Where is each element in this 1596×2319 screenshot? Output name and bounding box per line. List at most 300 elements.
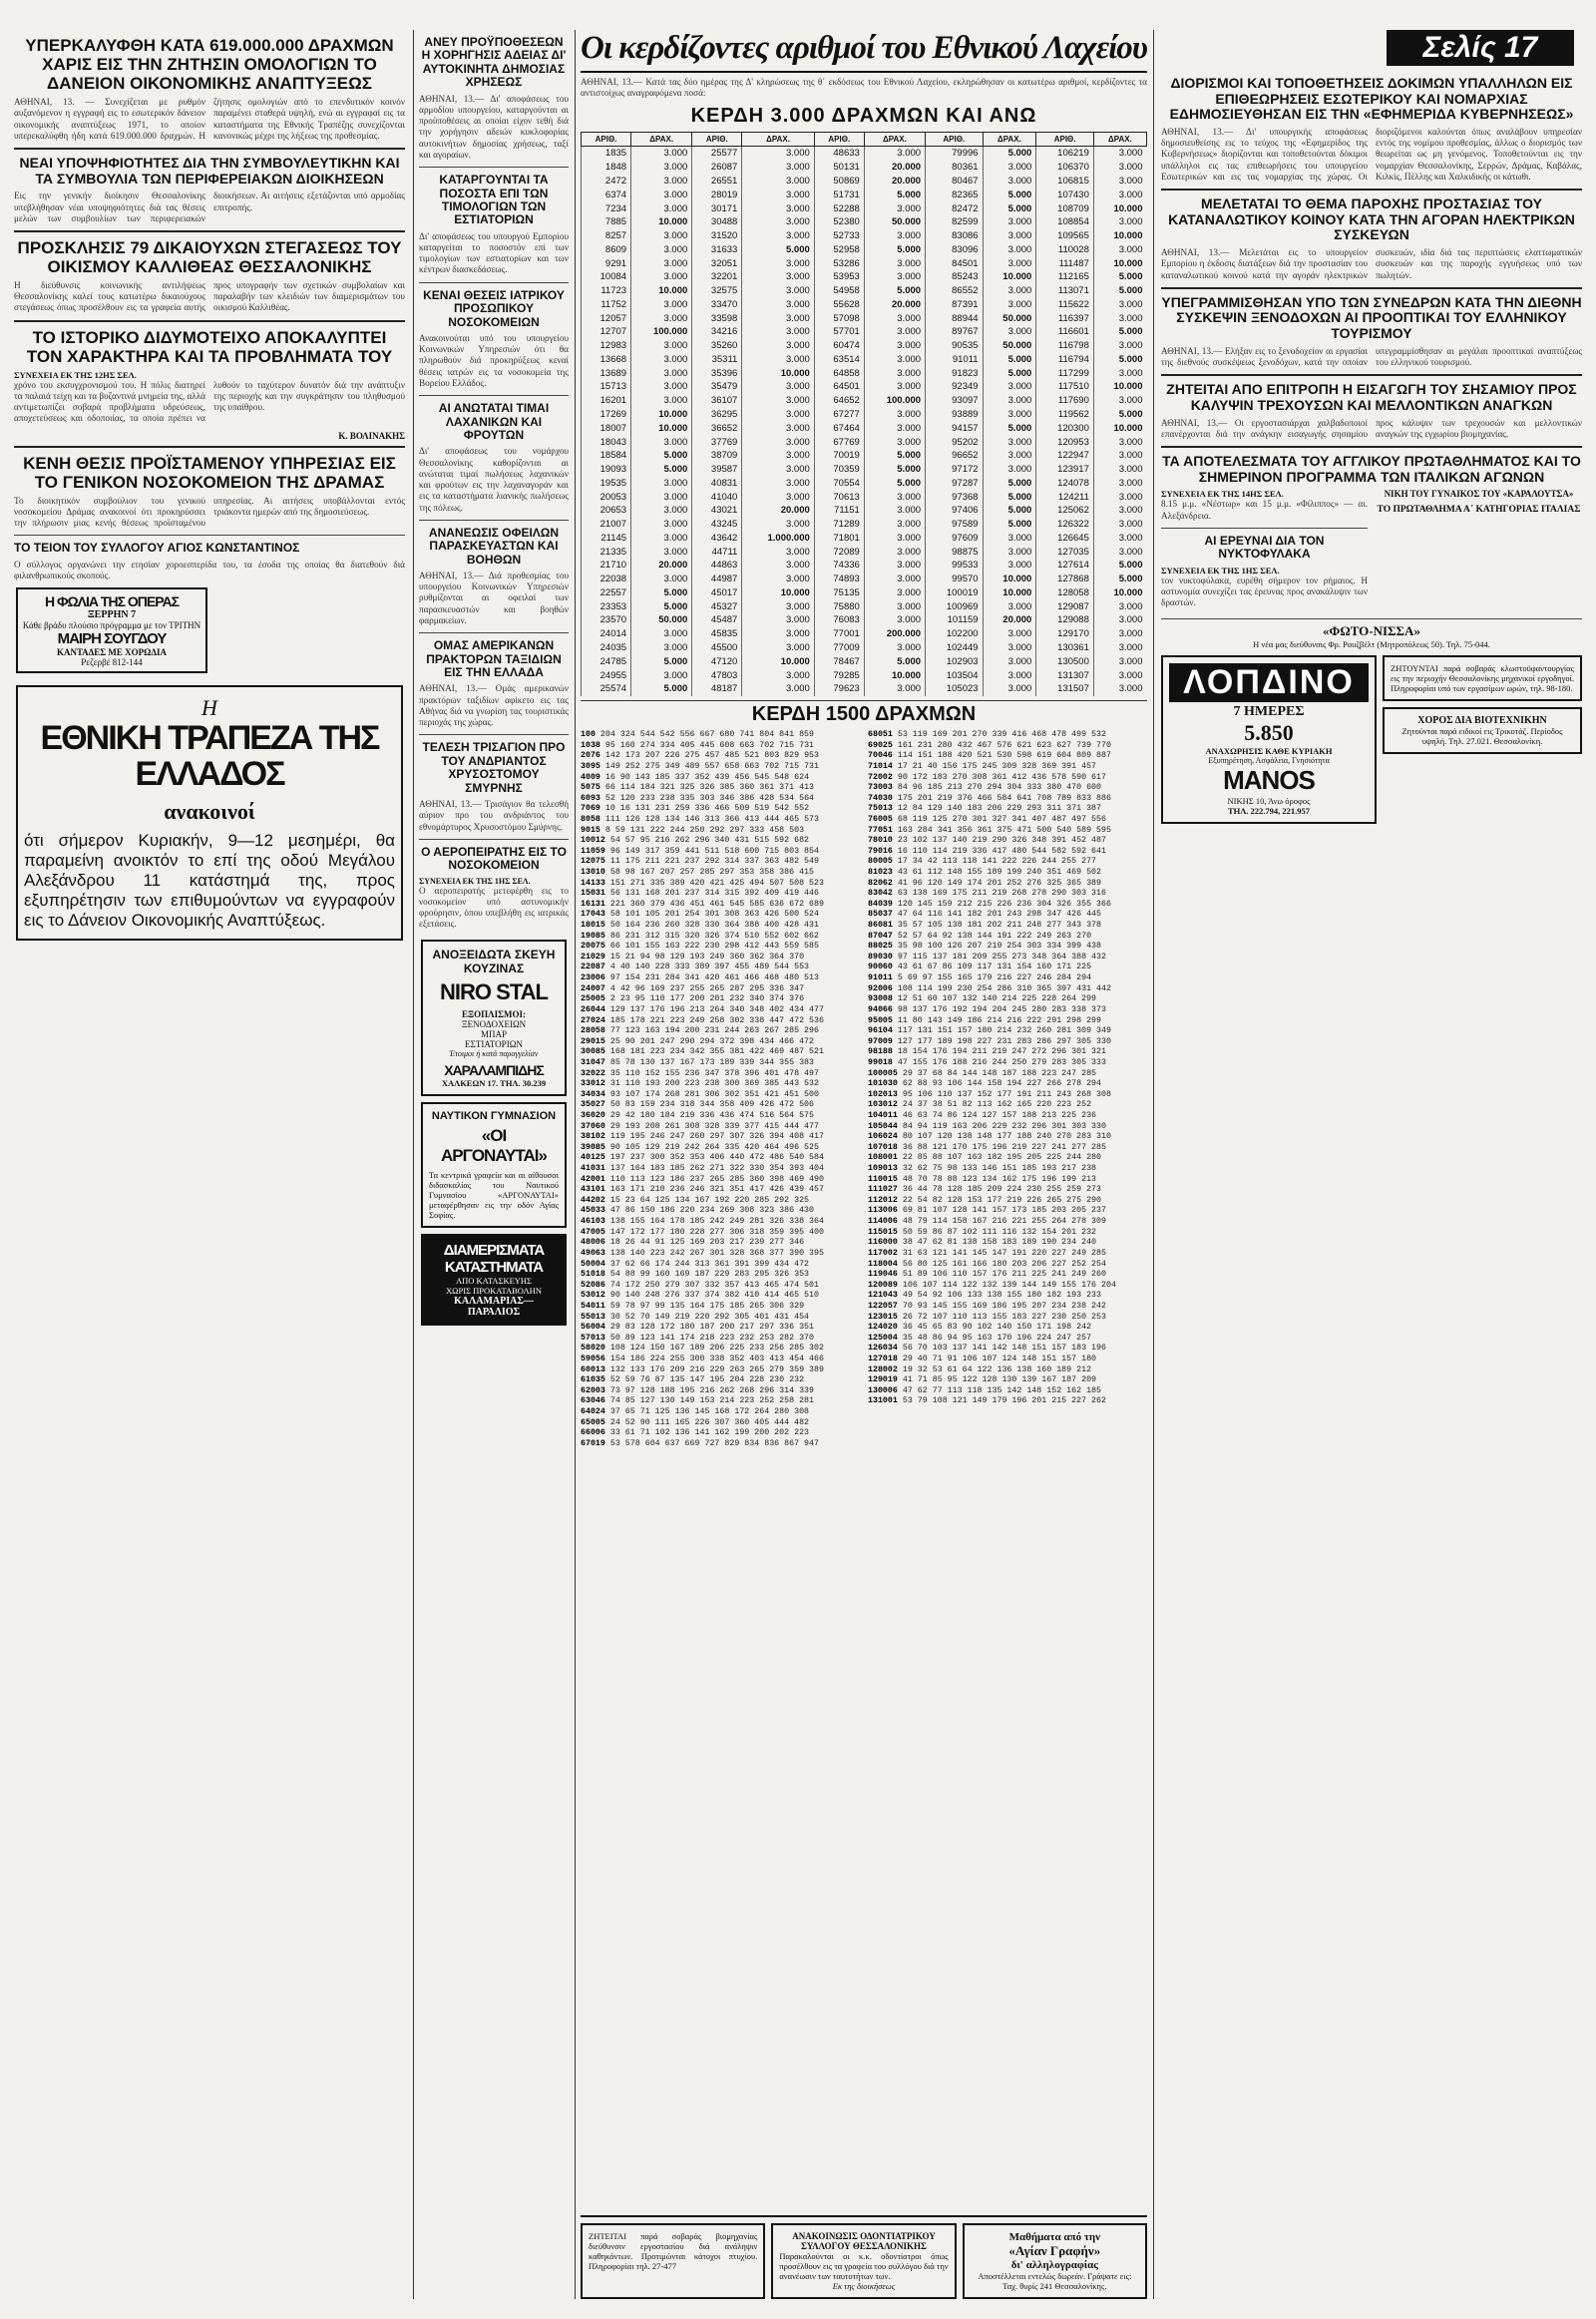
list-item-numbers: 50 164 236 260 328 330 364 388 400 428 431 xyxy=(609,921,819,931)
article-text: ΑΘΗΝΑΙ, 13.— Διά προθεσμίας του υπουργείου Κοινωνικών Υπηρεσιών ρυθμίζονται αι οφειλαί των παρασκευαστών και βοηθών φαρμακείων. xyxy=(419,571,569,625)
prize-amount: 3.000 xyxy=(1093,613,1146,627)
list-item xyxy=(581,1270,860,1281)
divider xyxy=(419,839,569,840)
list-item xyxy=(868,1260,1147,1271)
list-item-numbers: 11 80 143 149 186 214 216 222 291 298 299 xyxy=(897,1015,1102,1025)
divider xyxy=(1161,618,1582,619)
list-item-numbers: 154 186 224 255 300 338 352 403 413 454 466 xyxy=(609,1354,824,1364)
list-item-numbers: 84 94 119 163 206 229 232 296 301 303 330 xyxy=(902,1121,1106,1131)
list-item xyxy=(581,1302,860,1313)
ticket-number: 83086 xyxy=(926,229,984,243)
ticket-number: 116794 xyxy=(1036,353,1094,367)
ticket-number: 98875 xyxy=(926,546,984,560)
ticket-number: 44987 xyxy=(692,573,742,586)
list-item xyxy=(581,1428,860,1439)
prize-amount: 100.000 xyxy=(631,325,692,339)
table-row xyxy=(582,284,1147,298)
list-item xyxy=(581,1100,860,1111)
prize-amount: 3.000 xyxy=(864,641,925,655)
list-item xyxy=(581,1132,860,1143)
prize-amount: 3.000 xyxy=(1093,175,1146,189)
ticket-number: 72089 xyxy=(814,546,864,560)
list-item xyxy=(581,1217,860,1228)
list-item xyxy=(581,773,860,784)
list-item-numbers: 66 114 184 321 325 326 385 360 361 371 413 xyxy=(604,783,815,793)
prize-amount: 3.000 xyxy=(631,202,692,216)
table-row xyxy=(582,175,1147,189)
ticket-number: 28019 xyxy=(692,189,742,202)
list-item-base: 33012 xyxy=(581,1079,610,1089)
list-item-base: 105044 xyxy=(868,1121,903,1131)
ad-line: ΧΩΡΙΣ ΠΡΟΚΑΤΑΒΟΛΗΝ xyxy=(446,1286,542,1297)
prize-amount: 100.000 xyxy=(864,394,925,408)
prize-amount: 3.000 xyxy=(983,669,1036,683)
list-item xyxy=(581,762,860,773)
divider xyxy=(1161,189,1582,191)
ticket-number: 91011 xyxy=(926,353,984,367)
list-item xyxy=(581,1164,860,1175)
table-row xyxy=(582,367,1147,381)
list-item-base: 85037 xyxy=(868,910,898,920)
list-item-numbers: 35 48 86 94 95 163 170 196 224 247 257 xyxy=(902,1333,1092,1343)
list-item xyxy=(581,889,860,900)
prize-amount: 3.000 xyxy=(631,339,692,353)
list-item-base: 3095 xyxy=(581,761,605,771)
prize-amount: 5.000 xyxy=(983,147,1036,161)
ad-address: ΝΙΚΗΣ 10, Άνω όροφος xyxy=(1227,796,1311,807)
prize-amount: 3.000 xyxy=(1093,682,1146,696)
lottery-subtitle: ΚΕΡΔΗ 1500 ΔΡΑΧΜΩΝ xyxy=(581,700,1147,726)
list-item-numbers: 4 40 140 228 333 389 397 455 489 544 553 xyxy=(609,963,810,972)
continuation-note: ΣΥΝΕΧΕΙΑ ΕΚ ΤΗΣ 1ΗΣ ΣΕΛ. xyxy=(1161,565,1280,576)
prize-amount: 3.000 xyxy=(1093,394,1146,408)
prize-amount: 3.000 xyxy=(864,422,925,436)
list-item xyxy=(581,1069,860,1080)
ticket-number: 36652 xyxy=(692,422,742,436)
table-row xyxy=(582,586,1147,600)
list-item xyxy=(868,942,1147,953)
prize-amount: 3.000 xyxy=(742,202,814,216)
prize-amount: 3.000 xyxy=(1093,504,1146,518)
ticket-number: 30171 xyxy=(692,202,742,216)
column-1 xyxy=(14,30,405,2299)
ticket-number: 89767 xyxy=(926,325,984,339)
prize-amount: 3.000 xyxy=(742,147,814,161)
ticket-number: 67769 xyxy=(814,436,864,450)
ticket-number: 97172 xyxy=(926,463,984,477)
list-item-base: 75013 xyxy=(868,804,898,814)
list-item-numbers: 48 79 114 158 167 216 221 255 264 278 309 xyxy=(902,1217,1106,1227)
column-2 xyxy=(419,30,569,2299)
list-item-base: 71014 xyxy=(868,761,898,771)
list-item-base: 84039 xyxy=(868,899,898,909)
headline: ΟΜΑΣ ΑΜΕΡΙΚΑΝΩΝ ΠΡΑΚΤΟΡΩΝ ΤΑΞΙΔΙΩΝ ΕΙΣ ΤΗΝ ΕΛΛΑΔΑ xyxy=(426,638,562,679)
ticket-number: 108709 xyxy=(1036,202,1094,216)
table-row xyxy=(582,546,1147,560)
list-item xyxy=(868,1132,1147,1143)
headline: ΤΑ ΑΠΟΤΕΛΕΣΜΑΤΑ ΤΟΥ ΑΓΓΛΙΚΟΥ ΠΡΩΤΑΘΛΗΜΑΤΟΣ ΚΑΙ ΤΟ ΣΗΜΕΡΙΝΟΝ ΠΡΟΓΡΑΜΜΑ ΤΩΝ ΙΤΑΛΙΚΩΝ ΑΓΩΝΩΝ xyxy=(1162,453,1581,485)
list-item-base: 125004 xyxy=(868,1333,903,1343)
list-item xyxy=(581,836,860,847)
list-item-numbers: 22 85 88 107 163 182 195 205 225 244 280 xyxy=(902,1153,1102,1163)
right-small-ads xyxy=(1383,655,1582,824)
list-item-base: 101030 xyxy=(868,1079,903,1089)
ad-line: ΚΑΛΑΜΑΡΙΑΣ—ΠΑΡΑΛΙΟΣ xyxy=(454,1296,534,1319)
prize-amount: 10.000 xyxy=(1093,586,1146,600)
table-row xyxy=(582,243,1147,257)
list-item-base: 126034 xyxy=(868,1344,903,1353)
ticket-number: 87391 xyxy=(926,298,984,312)
list-item-numbers: 35 110 152 155 236 347 378 396 401 478 497 xyxy=(609,1068,819,1078)
ticket-number: 99570 xyxy=(926,573,984,586)
prize-amount: 5.000 xyxy=(983,491,1036,505)
ad-body: ότι σήμερον Κυριακήν, 9—12 μεσημέρι, θα παραμείνη ανοικτόν το επί της οδού Μεγάλου Αλεξάνδρου 11 κατάστημά της, προς εξυπηρέτησιν των επιθυμούντων να εγγραφούν εις το Δάνειον Οικονομικής Αναπτύξεως. xyxy=(24,830,395,930)
list-item-numbers: 43 61 112 148 155 189 199 240 351 469 502 xyxy=(897,867,1102,877)
list-item xyxy=(868,741,1147,752)
list-item xyxy=(581,953,860,964)
list-item xyxy=(868,1037,1147,1048)
ticket-number: 101159 xyxy=(926,613,984,627)
list-item-numbers: 35 98 100 126 207 219 254 303 334 399 438 xyxy=(897,942,1102,952)
ticket-number: 102903 xyxy=(926,655,984,669)
list-item-base: 32022 xyxy=(581,1068,610,1078)
list-item-base: 102013 xyxy=(868,1089,903,1099)
ticket-number: 8257 xyxy=(582,229,631,243)
list-item xyxy=(868,1270,1147,1281)
list-item-base: 107018 xyxy=(868,1142,903,1152)
ticket-number: 48187 xyxy=(692,682,742,696)
ticket-number: 71801 xyxy=(814,532,864,546)
list-item xyxy=(581,879,860,890)
ticket-number: 35479 xyxy=(692,380,742,394)
article-text: Εις την γενικήν διοίκησιν Θεσσαλονίκης υπεβλήθησαν νέαι υποψηφιότητες διά τας θέσεις μελών των συμβουλίων των περιφερειακών διοικήσεων. Αι αιτήσεις εξετάζονται υπό αρμοδίας επιτροπής. xyxy=(14,191,405,223)
list-item-base: 23006 xyxy=(581,973,610,983)
col-header-drachmas: ΔΡΑΧ. xyxy=(742,133,814,147)
ticket-number: 25574 xyxy=(582,682,631,696)
list-item-base: 51018 xyxy=(581,1270,610,1280)
list-item xyxy=(581,1090,860,1101)
ad-title: ΧΟΡΟΣ ΔΙΑ ΒΙΟΤΕΧΝΙΚΗΝ xyxy=(1417,715,1547,727)
list-item xyxy=(868,783,1147,794)
ticket-number: 35311 xyxy=(692,353,742,367)
bank-name: ΕΘΝΙΚΗ ΤΡΑΠΕΖΑ ΤΗΣ ΕΛΛΑΔΟΣ xyxy=(40,719,379,793)
ad-title: ΑΝΑΚΟΙΝΩΣΙΣ ΟΔΟΝΤΙΑΤΡΙΚΟΥ ΣΥΛΛΟΓΟΥ ΘΕΣΣΑΛΟΝΙΚΗΣ xyxy=(792,2231,936,2251)
list-item-base: 83042 xyxy=(868,889,898,899)
ad-line: ΚΟΥΖΙΝΑΣ xyxy=(463,962,525,976)
ticket-number: 96652 xyxy=(926,449,984,463)
ticket-number: 6374 xyxy=(582,189,631,202)
list-item-base: 91011 xyxy=(868,973,898,983)
london-tour-ad xyxy=(1161,655,1377,824)
ticket-number: 35396 xyxy=(692,367,742,381)
ad-line: Εξυπηρέτηση, Ασφάλεια, Γνησιότητα xyxy=(1208,756,1330,766)
list-item-base: 69025 xyxy=(868,740,898,750)
list-item xyxy=(868,1249,1147,1260)
ticket-number: 131307 xyxy=(1036,669,1094,683)
table-row xyxy=(582,325,1147,339)
prize-amount: 3.000 xyxy=(983,380,1036,394)
ticket-number: 57701 xyxy=(814,325,864,339)
prize-amount: 3.000 xyxy=(742,353,814,367)
list-item-base: 99018 xyxy=(868,1057,898,1067)
list-item-numbers: 108 124 150 167 189 206 225 233 256 285 302 xyxy=(609,1344,824,1353)
ad-line: «Αγίαν Γραφήν» xyxy=(1008,2243,1101,2258)
list-item-numbers: 43 61 67 86 109 117 131 154 160 171 225 xyxy=(897,963,1092,972)
ticket-number: 52733 xyxy=(814,229,864,243)
table-row xyxy=(582,298,1147,312)
prize-amount: 5.000 xyxy=(631,463,692,477)
prize-amount: 5.000 xyxy=(1093,573,1146,586)
list-item-base: 30085 xyxy=(581,1047,610,1057)
prize-amount: 3.000 xyxy=(864,559,925,573)
list-item-numbers: 17 21 40 156 175 245 309 328 369 391 457 xyxy=(897,761,1097,771)
ticket-number: 32051 xyxy=(692,257,742,271)
list-item xyxy=(581,751,860,762)
prize-amount: 5.000 xyxy=(631,682,692,696)
list-item xyxy=(868,1344,1147,1354)
article-text: ΑΘΗΝΑΙ, 13.— Ομάς αμερικανών πρακτόρων ταξιδίων αφίκετο εις τας Αθήνας διά να γνωρίση τας τουριστικάς περιοχάς της χώρας. xyxy=(419,683,569,728)
divider xyxy=(419,167,569,168)
prize-amount: 3.000 xyxy=(983,627,1036,641)
list-item xyxy=(581,826,860,837)
list-item-base: 36020 xyxy=(581,1111,610,1120)
ticket-number: 86552 xyxy=(926,284,984,298)
prize-amount: 3.000 xyxy=(864,518,925,532)
prize-amount: 3.000 xyxy=(742,394,814,408)
table-row xyxy=(582,147,1147,161)
list-item-base: 88025 xyxy=(868,942,898,952)
article-text: Ανακοινούται υπό του υπουργείου Κοινωνικών Υπηρεσιών ότι θα πληρωθούν διά προκηρύξεως κεναί θέσεις ιατρών εις τα νοσοκομεία της Βορείου Ελλάδος. xyxy=(419,333,569,388)
list-item xyxy=(868,836,1147,847)
list-item-numbers: 50 89 123 141 174 218 223 232 253 282 370 xyxy=(609,1333,815,1343)
prize-amount: 3.000 xyxy=(864,257,925,271)
list-item xyxy=(868,1058,1147,1069)
list-item-numbers: 197 237 300 352 353 406 440 472 486 540 584 xyxy=(609,1153,824,1163)
ticket-number: 75880 xyxy=(814,600,864,614)
list-item-numbers: 47 155 176 188 216 244 250 279 283 305 333 xyxy=(897,1057,1106,1067)
list-item xyxy=(581,1344,860,1354)
list-item-base: 113006 xyxy=(868,1206,903,1216)
national-bank-ad xyxy=(16,685,403,941)
list-item-numbers: 29 193 208 261 308 328 339 377 415 444 477 xyxy=(609,1121,819,1131)
ticket-number: 123917 xyxy=(1036,463,1094,477)
list-item-numbers: 15 23 64 125 134 167 192 220 285 292 325 xyxy=(609,1195,810,1205)
ticket-number: 97609 xyxy=(926,532,984,546)
list-item xyxy=(868,1375,1147,1386)
ticket-number: 32575 xyxy=(692,284,742,298)
ad-destination: ΛΟΠΔΙΝΟ xyxy=(1169,663,1369,702)
ticket-number: 39587 xyxy=(692,463,742,477)
dense-list-right xyxy=(868,730,1147,1449)
list-item-numbers: 138 155 164 178 185 242 249 281 326 338 364 xyxy=(609,1217,824,1227)
list-item-numbers: 77 123 163 194 200 231 244 263 267 285 296 xyxy=(609,1026,819,1036)
prize-amount: 20.000 xyxy=(983,613,1036,627)
ad-line: ΑΝΟΞΕΙΔΩΤΑ ΣΚΕΥΗ xyxy=(432,948,556,963)
list-item xyxy=(868,1281,1147,1292)
prize-amount: 3.000 xyxy=(983,436,1036,450)
prize-amount: 10.000 xyxy=(1093,202,1146,216)
prize-amount: 3.000 xyxy=(631,573,692,586)
ticket-number: 52958 xyxy=(814,243,864,257)
list-item-numbers: 69 81 107 128 141 157 173 185 203 205 237 xyxy=(902,1206,1106,1216)
prize-amount: 10.000 xyxy=(742,367,814,381)
prize-amount: 3.000 xyxy=(864,532,925,546)
table-row xyxy=(582,600,1147,614)
prize-amount: 3.000 xyxy=(742,257,814,271)
article-text: τον νυκτοφύλακα, ευρέθη σήμερον τον ρήμαιος. Η αστυνομία συνεχίζει τας έρευνας προς ανακάλυψιν των δραστών. xyxy=(1161,575,1368,608)
ticket-number: 129087 xyxy=(1036,600,1094,614)
ticket-number: 116397 xyxy=(1036,312,1094,326)
list-item-base: 111027 xyxy=(868,1185,903,1195)
ticket-number: 20053 xyxy=(582,491,631,505)
list-item-base: 118004 xyxy=(868,1259,903,1269)
ad-sub: ανακοινοί xyxy=(164,798,255,824)
list-item-numbers: 10 16 131 231 259 336 466 509 519 542 552 xyxy=(604,804,810,814)
ad-line: δι' αλληλογραφίας xyxy=(1010,2259,1098,2271)
list-item-numbers: 58 98 167 207 257 285 297 353 358 386 415 xyxy=(609,867,815,877)
ticket-number: 64652 xyxy=(814,394,864,408)
prize-amount: 3.000 xyxy=(631,641,692,655)
ticket-number: 70359 xyxy=(814,463,864,477)
list-item xyxy=(868,1026,1147,1037)
ticket-number: 79996 xyxy=(926,147,984,161)
table-row xyxy=(582,189,1147,202)
article-text: χρόνο του εκσυγχρονισμού του. Η πόλις διατηρεί τα παλαιά τείχη και τα βυζαντινά μνημεία της, αλλά αντιμετωπίζει σοβαρά προβλήματα υδρεύσεως, αποχετεύσεως και οδοποιίας, τα οποία πρέπει να λυθούν το ταχύτερον δυνατόν διά την ανάπτυξιν της περιοχής και την συγκράτησιν του πληθυσμού της υπαίθρου. xyxy=(14,379,405,424)
prize-amount: 3.000 xyxy=(631,546,692,560)
prize-amount: 3.000 xyxy=(742,339,814,353)
list-item-numbers: 29 42 180 184 219 336 436 474 516 564 575 xyxy=(609,1111,815,1120)
list-item xyxy=(581,1375,860,1386)
divider xyxy=(14,148,405,150)
ticket-number: 93889 xyxy=(926,408,984,422)
list-item-base: 123015 xyxy=(868,1312,903,1322)
list-item xyxy=(868,1354,1147,1365)
apartments-ad xyxy=(421,1234,567,1326)
ticket-number: 9291 xyxy=(582,257,631,271)
table-row xyxy=(582,257,1147,271)
niro-stal-ad xyxy=(421,940,567,1096)
list-item xyxy=(581,857,860,868)
col-header-number: ΑΡΙΘ. xyxy=(1036,133,1094,147)
ticket-number: 117690 xyxy=(1036,394,1094,408)
list-item xyxy=(868,1153,1147,1164)
prize-amount: 3.000 xyxy=(864,408,925,422)
ticket-number: 93097 xyxy=(926,394,984,408)
list-item xyxy=(581,1005,860,1016)
ad-singer: ΜΑΙΡΗ ΣΟΥΓΔΟΥ xyxy=(57,630,167,648)
table-row xyxy=(582,491,1147,505)
list-item-base: 24007 xyxy=(581,983,610,993)
ticket-number: 38709 xyxy=(692,449,742,463)
ticket-number: 53953 xyxy=(814,270,864,284)
prize-amount: 3.000 xyxy=(631,380,692,394)
prize-amount: 5.000 xyxy=(631,600,692,614)
list-item-base: 124020 xyxy=(868,1323,903,1333)
list-item-numbers: 50 83 159 234 318 344 358 409 426 472 506 xyxy=(609,1100,815,1110)
table-row xyxy=(582,229,1147,243)
ticket-number: 71289 xyxy=(814,518,864,532)
prize-amount: 3.000 xyxy=(983,394,1036,408)
list-item xyxy=(868,1302,1147,1313)
list-item xyxy=(581,730,860,741)
ticket-number: 13668 xyxy=(582,353,631,367)
ticket-number: 110028 xyxy=(1036,243,1094,257)
prize-amount: 3.000 xyxy=(983,532,1036,546)
ticket-number: 44711 xyxy=(692,546,742,560)
column-4 xyxy=(1161,70,1582,2299)
list-item-numbers: 85 78 130 137 167 173 189 339 344 355 383 xyxy=(609,1057,815,1067)
list-item-base: 7069 xyxy=(581,804,605,814)
ad-body: Αποστέλλεται εντελώς δωρεάν. Γράψατε εις: Ταχ. θυρίς 241 Θεσσαλονίκης. xyxy=(978,2271,1132,2291)
list-item xyxy=(868,1206,1147,1217)
prize-amount: 50.000 xyxy=(983,312,1036,326)
list-item-base: 9015 xyxy=(581,825,605,835)
list-item xyxy=(868,973,1147,984)
prize-amount: 3.000 xyxy=(631,518,692,532)
list-item xyxy=(581,1175,860,1186)
ticket-number: 70019 xyxy=(814,449,864,463)
list-item xyxy=(868,1196,1147,1207)
ticket-number: 127868 xyxy=(1036,573,1094,586)
divider xyxy=(14,320,405,322)
list-item xyxy=(868,1217,1147,1228)
prize-amount: 5.000 xyxy=(864,449,925,463)
list-item-numbers: 97 115 137 181 209 255 273 348 364 388 432 xyxy=(897,952,1106,962)
divider xyxy=(419,282,569,283)
ticket-number: 23570 xyxy=(582,613,631,627)
prize-amount: 3.000 xyxy=(983,175,1036,189)
prize-amount: 3.000 xyxy=(864,613,925,627)
list-item-base: 43101 xyxy=(581,1185,610,1195)
prize-amount: 5.000 xyxy=(983,189,1036,202)
list-item-base: 128002 xyxy=(868,1364,903,1374)
list-item xyxy=(868,1005,1147,1016)
ticket-number: 12057 xyxy=(582,312,631,326)
ad-body: Η νέα μας διεύθυνσις Φρ. Ρουζβέλτ (Μητροπόλεως 50). Τηλ. 75-044. xyxy=(1253,639,1490,650)
table-row xyxy=(582,463,1147,477)
list-item-numbers: 12 84 129 140 183 206 229 293 311 371 387 xyxy=(897,804,1102,814)
list-item-base: 114006 xyxy=(868,1217,903,1227)
ad-line: ΑΝΑΧΩΡΗΣΙΣ ΚΑΘΕ ΚΥΡΙΑΚΗ xyxy=(1205,746,1333,757)
list-item-numbers: 23 102 137 140 219 290 326 348 391 452 487 xyxy=(897,836,1106,846)
list-item-numbers: 120 145 159 212 215 226 236 304 326 355 366 xyxy=(897,899,1111,909)
list-item xyxy=(581,868,860,879)
textile-job-ad: ΖΗΤΟΥΝΤΑΙ παρά σοβαράς κλωστοϋφαντουργίας εις την περιοχήν Θεσσαλονίκης μηχανικοί εργοδηγοί. Πληροφορίαι υπό των εργασίμων ωρών, τηλ. 98-180. xyxy=(1383,655,1582,701)
prize-amount: 5.000 xyxy=(1093,408,1146,422)
list-item xyxy=(581,1153,860,1164)
list-item-base: 98188 xyxy=(868,1047,898,1057)
list-item xyxy=(581,847,860,858)
prize-amount: 20.000 xyxy=(864,175,925,189)
list-item xyxy=(581,932,860,943)
prize-amount: 3.000 xyxy=(631,367,692,381)
headline: ΠΡΟΣΚΛΗΣΙΣ 79 ΔΙΚΑΙΟΥΧΩΝ ΣΤΕΓΑΣΕΩΣ ΤΟΥ ΟΙΚΙΣΜΟΥ ΚΑΛΛΙΘΕΑΣ ΘΕΣΣΑΛΟΝΙΚΗΣ xyxy=(17,237,402,276)
list-item-base: 29015 xyxy=(581,1036,610,1046)
prize-amount: 3.000 xyxy=(631,147,692,161)
list-item-numbers: 127 177 189 198 227 231 283 286 297 305 330 xyxy=(897,1036,1111,1046)
prize-amount: 3.000 xyxy=(742,422,814,436)
ticket-number: 84501 xyxy=(926,257,984,271)
prize-amount: 5.000 xyxy=(631,586,692,600)
list-item-base: 115015 xyxy=(868,1227,903,1237)
lottery-section xyxy=(581,30,1147,2299)
list-item xyxy=(868,1313,1147,1324)
list-item-numbers: 36 45 65 83 90 102 140 150 171 198 242 xyxy=(902,1323,1092,1333)
list-item-numbers: 59 78 97 99 135 164 175 185 265 306 329 xyxy=(609,1301,805,1311)
list-item xyxy=(581,741,860,752)
list-item-base: 44202 xyxy=(581,1195,610,1205)
list-item xyxy=(868,730,1147,741)
